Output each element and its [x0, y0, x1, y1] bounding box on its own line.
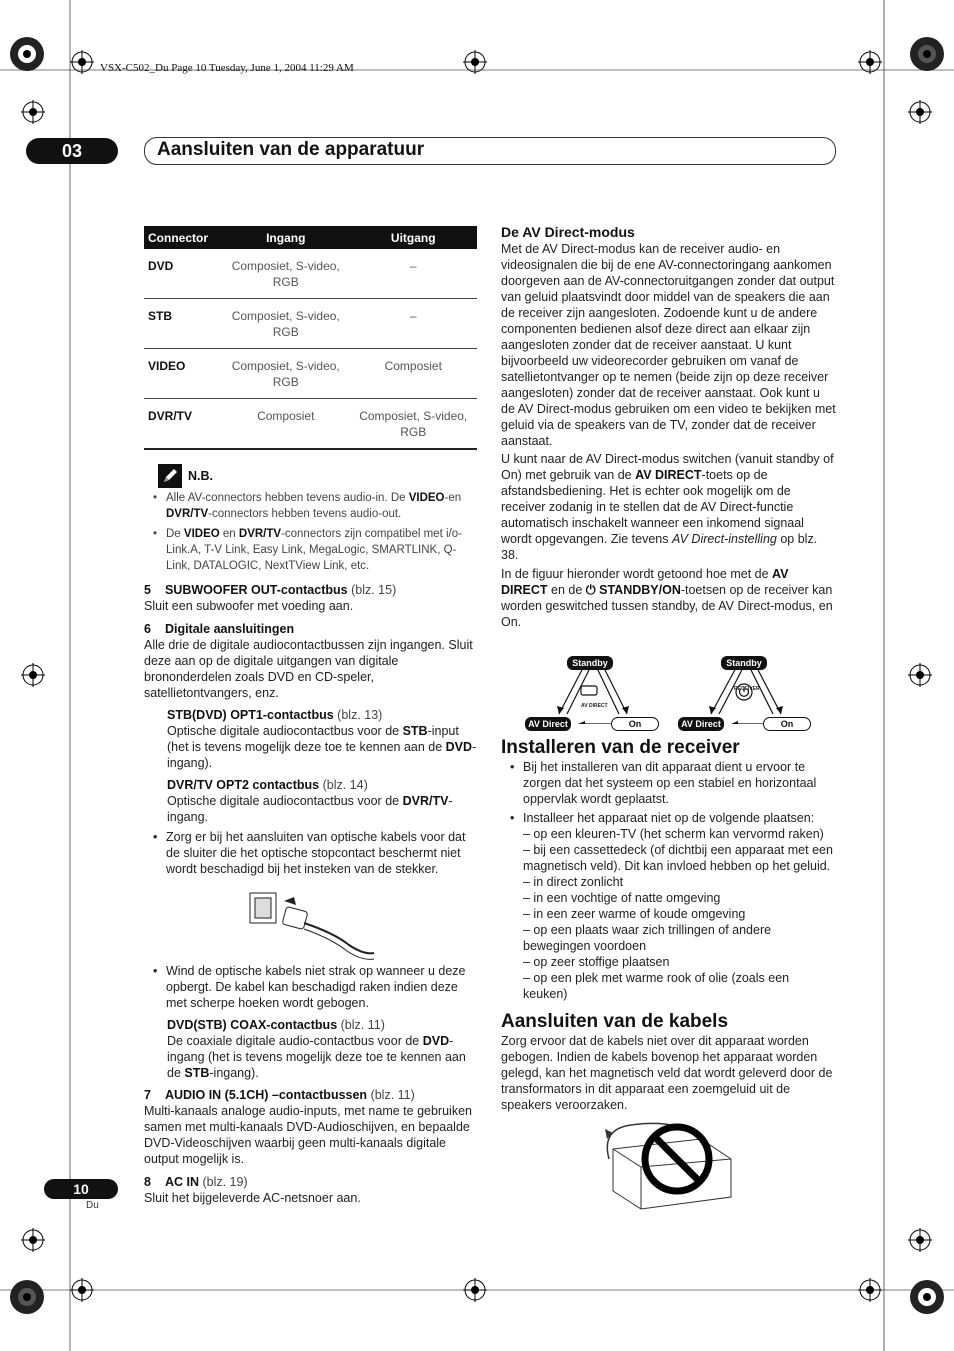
on-label: On	[611, 717, 659, 731]
install-sub-item: – bij een cassettedeck (of dichtbij een apparaat met een magnetisch veld). Dit kan invloed hebben op het geluid.	[523, 843, 833, 873]
crosshair-top-left	[70, 50, 94, 74]
install-sub-item: – in een vochtige of natte omgeving	[523, 891, 721, 905]
section-5-heading: 5 SUBWOOFER OUT-contactbus (blz. 15)	[144, 583, 397, 597]
av-direct-small-label: AV DIRECT	[581, 703, 608, 709]
section-5-text: Sluit een subwoofer met voeding aan.	[144, 599, 354, 613]
list-item: • Zorg er bij het aansluiten van optische kabels voor dat de sluiter die het optische stopcontact beschermt niet wordt beschadigd bij het insteken van de stekker.	[144, 829, 478, 877]
section-7-heading: 7 AUDIO IN (5.1CH) –contactbussen (blz. 11)	[144, 1088, 415, 1102]
table-row: DVR/TV Composiet Composiet, S-video, RGB	[144, 399, 477, 450]
section-7-text: Multi-kanaals analoge audio-inputs, met name te gebruiken samen met multi-kanaals DVD-Audioschijven, en bepaalde DVD-Videoschijven waarbij geen multi-kanaals digitale output mogelijk is.	[144, 1104, 472, 1166]
install-sub-item: – op een plaats waar zich trillingen of andere bewegingen voordoen	[523, 923, 772, 953]
section-6-heading: 6 Digitale aansluitingen	[144, 622, 295, 636]
av-direct-label: AV Direct	[678, 717, 724, 731]
coax-heading: DVD(STB) COAX-contactbus (blz. 11)	[167, 1018, 385, 1032]
av-direct-heading: De AV Direct-modus	[501, 224, 635, 240]
table-header-ingang: Ingang	[222, 226, 350, 249]
install-sub-item: – op een plek met warme rook of olie (zoals een keuken)	[523, 971, 790, 1001]
note-header	[144, 464, 478, 488]
table-row: DVD Composiet, S-video, RGB –	[144, 249, 477, 299]
note-item: • Alle AV-connectors hebben tevens audio-in. De VIDEO-en DVR/TV-connectors hebben tevens audio-out.	[144, 490, 478, 522]
page-number: 10	[44, 1179, 118, 1199]
standby-label: Standby	[721, 656, 767, 670]
note-title: N.B.	[188, 469, 213, 483]
table-header-uitgang: Uitgang	[350, 226, 478, 249]
list-item: • Installeer het apparaat niet op de volgende plaatsen: – op een kleuren-TV (het scherm kan vervormd raken) – bij een cassettedeck (of dichtbij een apparaat met een magnetisch veld). Dit kan invloed hebben op het geluid. – in direct zonlicht – in een vochtige of natte omgeving – in een zeer warme of koude omgeving – op een plaats waar zich trillingen of andere bewegingen voordoen – op zeer stoffige plaatsen – op een plek met warme rook of olie (zoals een keuken)	[501, 810, 837, 1002]
install-sub-item: – op zeer stoffige plaatsen	[523, 955, 670, 969]
opt1-heading: STB(DVD) OPT1-contactbus (blz. 13)	[167, 708, 383, 722]
note-pencil-icon	[158, 464, 182, 488]
note-item: • De VIDEO en DVR/TV-connectors zijn compatibel met i/o-Link.A, T-V Link, Easy Link, MegaLogic, SMARTLINK, Q-Link, DATALOGIC, NextTView Link, etc.	[144, 526, 478, 574]
cables-text: Zorg ervoor dat de kabels niet over dit apparaat worden gebogen. Indien de kabels bovenop het apparaat worden gelegd, kan het magnetisch veld dat wordt geleverd door de transformators in dit apparaat een zoemgeluid uit de speakers veroorzaken.	[501, 1034, 833, 1112]
av-direct-p2: U kunt naar de AV Direct-modus switchen (vanuit standby of On) met gebruik van de AV DIRECT-toets op de afstandsbediening. Het is echter ook mogelijk om de receiver zodanig in te stellen dat de AV Direct-functie automatisch inschakelt wanneer een inkomend signaal wordt opgevangen. Zie tevens AV Direct-instelling op blz. 38.	[501, 452, 834, 562]
table-row: VIDEO Composiet, S-video, RGB Composiet	[144, 349, 477, 399]
table-row: STB Composiet, S-video, RGB –	[144, 299, 477, 349]
install-list	[501, 759, 837, 1002]
list-item: • Bij het installeren van dit apparaat dient u ervoor te zorgen dat het systeem op een stabiel en horizontaal oppervlak wordt geplaatst.	[501, 759, 837, 807]
on-label: On	[763, 717, 811, 731]
opt1-text: Optische digitale audiocontactbus voor de STB-input (het is tevens mogelijk deze toe te kennen aan de DVD-ingang).	[167, 724, 477, 770]
av-direct-label: AV Direct	[525, 717, 571, 731]
install-sub-item: – in een zeer warme of koude omgeving	[523, 907, 746, 921]
left-column	[144, 226, 478, 1206]
corner-burst-top-left	[10, 37, 44, 71]
file-info: VSX-C502_Du Page 10 Tuesday, June 1, 2004 11:29 AM	[100, 62, 354, 74]
av-direct-button-icon	[581, 686, 597, 695]
language-code: Du	[86, 1200, 99, 1211]
coax-text: De coaxiale digitale audio-contactbus voor de DVD-ingang (het is tevens mogelijk deze toe te kennen aan de STB-ingang).	[167, 1034, 466, 1080]
note-list	[144, 490, 478, 574]
install-sub-item: – in direct zonlicht	[523, 875, 624, 889]
connector-table	[144, 226, 477, 450]
standby-label: Standby	[567, 656, 613, 670]
install-heading: Installeren van de receiver	[501, 737, 740, 758]
optical-plug-illustration	[144, 883, 478, 963]
cables-heading: Aansluiten van de kabels	[501, 1011, 729, 1032]
wind-bullets	[144, 963, 478, 1011]
av-direct-p1: Met de AV Direct-modus kan de receiver audio- en videosignalen die bij de ene AV-connectoringang aankomen doorgeven aan de AV-connectoruitgangen zonder dat output van geluid plaatsvindt door middel van de speakers die aan de receiver zijn aangesloten. Zodoende kunt u de andere componenten bedienen alsof deze direct aan elkaar zijn aangesloten zonder dat de receiver aanstaat. U kunt bijvoorbeeld uw videorecorder gebruiken om vanaf de satellietontvanger op te nemen (beide zijn op deze receiver aangesloten) zonder dat de receiver aanstaat. Ook kunt u de AV Direct-modus gebruiken om een video te bekijken met geluid via de speakers van de TV, zonder dat de receiver aanstaat.	[501, 242, 836, 448]
opt2-text: Optische digitale audiocontactbus voor de DVR/TV-ingang.	[167, 794, 453, 824]
opt2-heading: DVR/TV OPT2 contactbus (blz. 14)	[167, 778, 368, 792]
section-8-text: Sluit het bijgeleverde AC-netsnoer aan.	[144, 1191, 361, 1205]
no-cables-illustration	[501, 1119, 837, 1215]
chapter-title: Aansluiten van de apparatuur	[157, 139, 425, 160]
right-column	[501, 224, 837, 1215]
optical-bullets	[144, 829, 478, 877]
section-6-text: Alle drie de digitale audiocontactbussen zijn ingangen. Sluit deze aan op de digitale uitgangen van digitale brononderdelen zoals DVD en CD-speler, satellietontvangers, enz.	[144, 638, 473, 700]
list-item: • Wind de optische kabels niet strak op wanneer u deze opbergt. De kabel kan beschadigd raken indien deze met scherpe hoeken wordt gebogen.	[144, 963, 478, 1011]
chapter-number: 03	[26, 138, 118, 164]
table-header-connector: Connector	[144, 226, 222, 249]
section-8-heading: 8 AC IN (blz. 19)	[144, 1175, 248, 1189]
install-sub-item: – op een kleuren-TV (het scherm kan vervormd raken)	[523, 827, 824, 841]
mode-diagram	[501, 638, 837, 729]
receiver-small-label: RECEIVER	[734, 686, 760, 692]
av-direct-p3: In de figuur hieronder wordt getoond hoe met de AV DIRECT en de ⏻ STANDBY/ON-toetsen op de receiver kan worden geswitched tussen standby, de AV Direct-modus, en On.	[501, 567, 833, 629]
